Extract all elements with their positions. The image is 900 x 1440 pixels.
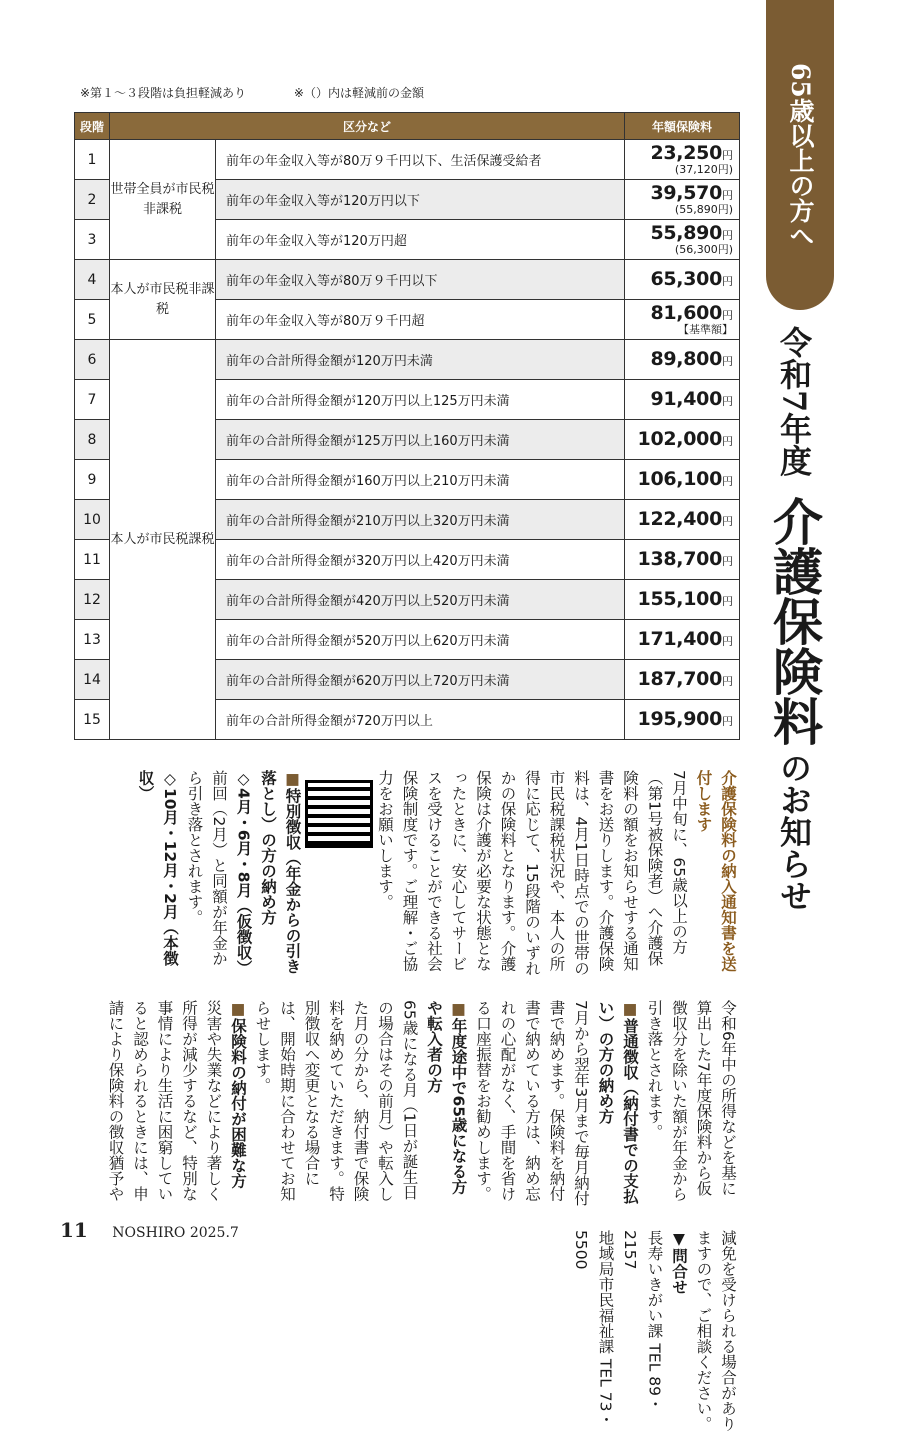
category-cell: 前年の合計所得金額が120万円未満	[216, 340, 625, 380]
fee-amount: 91,400	[650, 388, 722, 410]
section-hardship-heading: ■保険料の納付が困難な方	[229, 1000, 247, 1189]
title-year: 令和7年度	[775, 326, 813, 477]
fee-note: (37,120円)	[674, 163, 733, 176]
level-cell: 3	[75, 220, 110, 260]
section-midyear-heading-text: 年度途中で65歳になる方や転入者の方	[425, 1000, 468, 1195]
page-title	[752, 326, 836, 946]
fee-amount: 122,400	[637, 508, 722, 530]
yen-unit: 円	[722, 515, 733, 528]
side-tab: 65歳以上の方へ	[766, 0, 834, 310]
yen-unit: 円	[722, 715, 733, 728]
section-notice-heading: 介護保険料の納入通知書を送付します	[694, 770, 737, 972]
section-notice-body: 7月中旬に、65歳以上の方（第1号被保険者）へ介護保険料の額をお知らせする通知書をお送りします。介護保険料は、4月1日時点での世帯の市民税課税状況や、本人の所得に応じて、15段階のいずれかの保険料となります。介護保険は介護が必要な状態となったときに、安心してサービスを受けることができる社会保険制度です。ご理解・ご協力をお願いします。	[376, 770, 688, 976]
category-cell: 前年の合計所得金額が120万円以上125万円未満	[216, 380, 625, 420]
note-parentheses: ※（）内は軽減前の金額	[293, 86, 424, 100]
category-cell: 前年の合計所得金額が720万円以上	[216, 700, 625, 740]
level-cell: 11	[75, 540, 110, 580]
contact-welfare: 地域局市民福祉課 TEL 73・5500	[572, 1230, 615, 1427]
category-cell: 前年の合計所得金額が160万円以上210万円未満	[216, 460, 625, 500]
level-cell: 4	[75, 260, 110, 300]
category-cell: 前年の合計所得金額が125万円以上160万円未満	[216, 420, 625, 460]
header-category: 区分など	[110, 113, 625, 140]
table-row	[75, 260, 740, 300]
section-midyear-heading: ■年度途中で65歳になる方や転入者の方	[425, 1000, 468, 1195]
fee-note: (55,890円)	[674, 203, 733, 216]
fee-table	[74, 112, 740, 740]
contact-heading: ▼問合せ	[670, 1230, 688, 1295]
fee-cell	[625, 500, 740, 540]
level-cell: 13	[75, 620, 110, 660]
table-notes	[80, 84, 468, 101]
level-cell: 5	[75, 300, 110, 340]
category-cell: 前年の合計所得金額が320万円以上420万円未満	[216, 540, 625, 580]
group-cell: 世帯全員が市民税非課税	[110, 140, 216, 260]
yen-unit: 円	[722, 275, 733, 288]
category-cell: 前年の合計所得金額が520万円以上620万円未満	[216, 620, 625, 660]
fee-cell	[625, 340, 740, 380]
fee-cell	[625, 220, 740, 260]
fee-cell	[625, 540, 740, 580]
yen-unit: 円	[722, 435, 733, 448]
qr-code[interactable]	[305, 780, 373, 848]
header-fee: 年額保険料	[625, 113, 740, 140]
category-cell: 前年の年金収入等が120万円以下	[216, 180, 625, 220]
fee-amount: 55,890	[650, 222, 722, 244]
level-cell: 1	[75, 140, 110, 180]
fee-note: 【基準額】	[678, 323, 733, 336]
level-cell: 9	[75, 460, 110, 500]
section-special-text2: 令和6年中の所得などを基に算出した7年度保険料から仮徴収分を除いた額が年金から引き落とされます。	[645, 1000, 737, 1202]
fee-cell	[625, 700, 740, 740]
note-reduction: ※第１～３段階は負担軽減あり	[80, 86, 247, 100]
magazine-issue: NOSHIRO 2025.7	[112, 1225, 239, 1241]
category-cell: 前年の年金収入等が80万９千円超	[216, 300, 625, 340]
section-special-heading: ■特別徴収（年金からの引き落とし）の方の納め方	[259, 770, 302, 974]
fee-amount: 138,700	[637, 548, 722, 570]
fee-amount: 23,250	[650, 142, 722, 164]
section-midyear-body: 65歳になる月（1日が誕生日の場合はその前月）や転入した月の分から、納付書で保険料を納めていただきます。特別徴収へ変更となる場合には、開始時期に合わせてお知らせします。	[253, 1000, 419, 1202]
fee-amount: 102,000	[637, 428, 722, 450]
yen-unit: 円	[722, 355, 733, 368]
fee-cell	[625, 420, 740, 460]
yen-unit: 円	[722, 675, 733, 688]
yen-unit: 円	[722, 189, 733, 202]
fee-amount: 89,800	[650, 348, 722, 370]
group-cell: 本人が市民税非課税	[110, 260, 216, 340]
category-cell: 前年の年金収入等が80万９千円以下	[216, 260, 625, 300]
section-normal-heading: ■普通徴収（納付書での支払い）の方の納め方	[596, 1000, 639, 1204]
yen-unit: 円	[722, 635, 733, 648]
section-special-item2: ◇10月・12月・2月（本徴収）	[136, 770, 179, 966]
yen-unit: 円	[722, 555, 733, 568]
category-cell: 前年の合計所得金額が420万円以上520万円未満	[216, 580, 625, 620]
section-normal-body: 7月から翌年3月まで毎月納付書で納めます。保険料を納付書で納めている方は、納め忘れの心配がなく、手間を省ける口座振替をお勧めします。	[474, 1000, 590, 1206]
section-normal-heading-text: 普通徴収（納付書での支払い）の方の納め方	[596, 1000, 639, 1204]
fee-cell	[625, 460, 740, 500]
section-special-heading-text: 特別徴収（年金からの引き落とし）の方の納め方	[259, 770, 302, 974]
fee-amount: 155,100	[637, 588, 722, 610]
category-cell: 前年の合計所得金額が210万円以上320万円未満	[216, 500, 625, 540]
category-cell: 前年の合計所得金額が620万円以上720万円未満	[216, 660, 625, 700]
category-cell: 前年の年金収入等が80万９千円以下、生活保護受給者	[216, 140, 625, 180]
fee-note: (56,300円)	[674, 243, 733, 256]
title-suffix: のお知らせ	[775, 751, 813, 912]
fee-cell	[625, 380, 740, 420]
header-level: 段階	[75, 113, 110, 140]
level-cell: 15	[75, 700, 110, 740]
category-cell: 前年の年金収入等が120万円超	[216, 220, 625, 260]
page-number: 11	[60, 1218, 88, 1242]
title-main: 介護保険料	[765, 495, 824, 746]
yen-unit: 円	[722, 395, 733, 408]
level-cell: 12	[75, 580, 110, 620]
fee-cell	[625, 620, 740, 660]
level-cell: 2	[75, 180, 110, 220]
yen-unit: 円	[722, 475, 733, 488]
fee-cell	[625, 580, 740, 620]
fee-cell	[625, 260, 740, 300]
section-hardship-heading-text: 保険料の納付が困難な方	[229, 1018, 247, 1189]
yen-unit: 円	[722, 595, 733, 608]
yen-unit: 円	[722, 149, 733, 162]
yen-unit: 円	[722, 309, 733, 322]
level-cell: 8	[75, 420, 110, 460]
fee-amount: 195,900	[637, 708, 722, 730]
table-row	[75, 340, 740, 380]
fee-amount: 81,600	[650, 302, 722, 324]
level-cell: 7	[75, 380, 110, 420]
table-row	[75, 140, 740, 180]
fee-cell	[625, 660, 740, 700]
level-cell: 14	[75, 660, 110, 700]
section-special-item1: ◇4月・6月・8月（仮徴収）	[234, 770, 253, 976]
fee-amount: 65,300	[650, 268, 722, 290]
fee-amount: 106,100	[637, 468, 722, 490]
contact-longevity: 長寿いきがい課 TEL 89・2157	[621, 1230, 664, 1412]
section-special-text1: 前回（2月）と同額が年金から引き落とされます。	[185, 770, 228, 966]
page-footer	[60, 1218, 239, 1242]
fee-cell	[625, 300, 740, 340]
section-hardship-body: 災害や失業などにより著しく所得が減少するなど、特別な事情により生活に困窮していると認められるときには、申請により保険料の徴収猶予や減免を受けられる場合がありますので、ご相談ください。	[106, 1000, 737, 1432]
level-cell: 6	[75, 340, 110, 380]
fee-amount: 187,700	[637, 668, 722, 690]
fee-cell	[625, 180, 740, 220]
level-cell: 10	[75, 500, 110, 540]
group-cell: 本人が市民税課税	[110, 340, 216, 740]
fee-amount: 39,570	[650, 182, 722, 204]
yen-unit: 円	[722, 229, 733, 242]
table-header-row	[75, 113, 740, 140]
fee-amount: 171,400	[637, 628, 722, 650]
fee-cell	[625, 140, 740, 180]
